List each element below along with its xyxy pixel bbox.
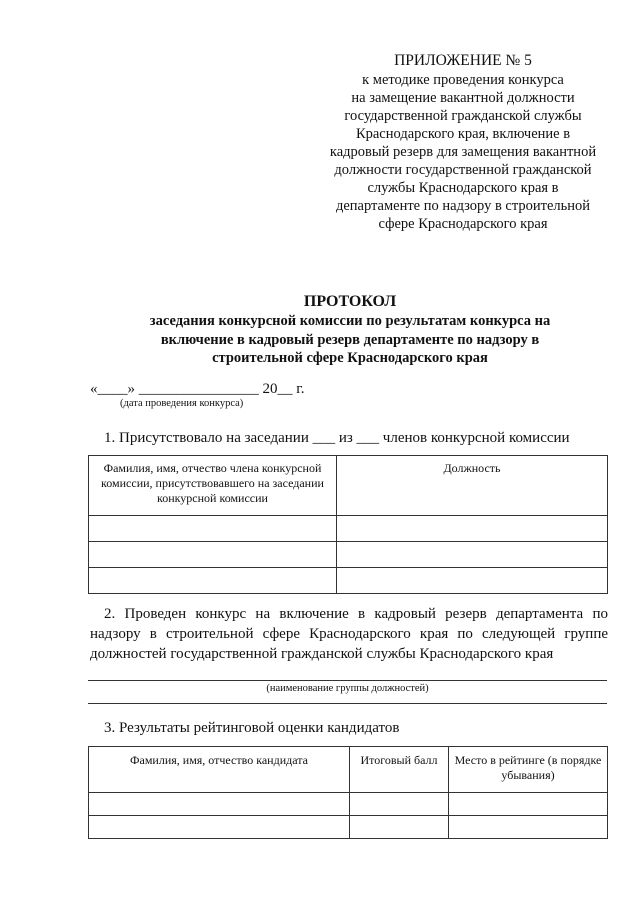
column-header-position: Должность: [337, 456, 608, 516]
appendix-line: сфере Краснодарского края: [378, 216, 548, 232]
table-cell[interactable]: [337, 542, 608, 568]
protocol-subtitle-line: заседания конкурсной комиссии по результатам конкурса на: [149, 313, 551, 329]
table-row: [89, 816, 608, 839]
table-header-row: [89, 747, 608, 793]
appendix-line: кадровый резерв для замещения вакантной: [329, 144, 597, 160]
protocol-title: ПРОТОКОЛ: [303, 293, 397, 310]
column-header-candidate-name: Фамилия, имя, отчество кандидата: [89, 747, 350, 793]
table-row: [89, 793, 608, 816]
table-cell[interactable]: [449, 793, 608, 816]
appendix-line: службы Краснодарского края в: [367, 180, 559, 196]
position-group-line[interactable]: [88, 703, 607, 704]
date-caption: (дата проведения конкурса): [120, 398, 244, 409]
protocol-subtitle-line: строительной сфере Краснодарского края: [212, 350, 488, 366]
table-header-row: [89, 456, 608, 516]
table-cell[interactable]: [89, 816, 350, 839]
table-cell[interactable]: [449, 816, 608, 839]
section-3-text: 3. Результаты рейтинговой оценки кандидатов: [104, 720, 400, 736]
appendix-line: должности государственной гражданской: [334, 162, 592, 178]
table-row: [89, 542, 608, 568]
protocol-title-block: [60, 292, 640, 368]
column-header-rank: Место в рейтинге (в порядке убывания): [449, 747, 608, 793]
appendix-line: Краснодарского края, включение в: [355, 126, 571, 142]
table-cell[interactable]: [350, 793, 449, 816]
appendix-line: государственной гражданской службы: [344, 108, 582, 124]
position-group-caption: (наименование группы должностей): [266, 683, 429, 694]
table-cell[interactable]: [89, 568, 337, 594]
section-1-text: 1. Присутствовало на заседании ___ из ___ членов конкурсной комиссии: [104, 430, 570, 446]
appendix-heading: ПРИЛОЖЕНИЕ № 5: [394, 52, 532, 69]
table-row: [89, 516, 608, 542]
appendix-block: [318, 52, 608, 233]
date-field[interactable]: «____» ________________ 20__ г.: [90, 381, 305, 397]
table-cell[interactable]: [89, 542, 337, 568]
protocol-subtitle-line: включение в кадровый резерв департаменте по надзору в: [160, 331, 540, 348]
table-cell[interactable]: [337, 568, 608, 594]
table-cell[interactable]: [350, 816, 449, 839]
table-cell[interactable]: [337, 516, 608, 542]
appendix-line: департаменте по надзору в строительной: [335, 198, 591, 214]
section-2-text: 2. Проведен конкурс на включение в кадровый резерв департамента по надзору в строительной сфере Краснодарского края по следующей группе должностей государственной гражданской службы Краснодарского края: [90, 606, 608, 662]
table-row: [89, 568, 608, 594]
table-cell[interactable]: [89, 793, 350, 816]
attendees-table: [88, 455, 608, 594]
table-cell[interactable]: [89, 516, 337, 542]
column-header-total-score: Итоговый балл: [350, 747, 449, 793]
position-group-line[interactable]: [88, 680, 607, 681]
appendix-line: на замещение вакантной должности: [351, 90, 575, 106]
column-header-member-name: Фамилия, имя, отчество члена конкурсной комиссии, присутствовавшего на заседании конкурсной комиссии: [89, 456, 337, 516]
rating-table: [88, 746, 608, 839]
appendix-line: к методике проведения конкурса: [362, 72, 564, 88]
